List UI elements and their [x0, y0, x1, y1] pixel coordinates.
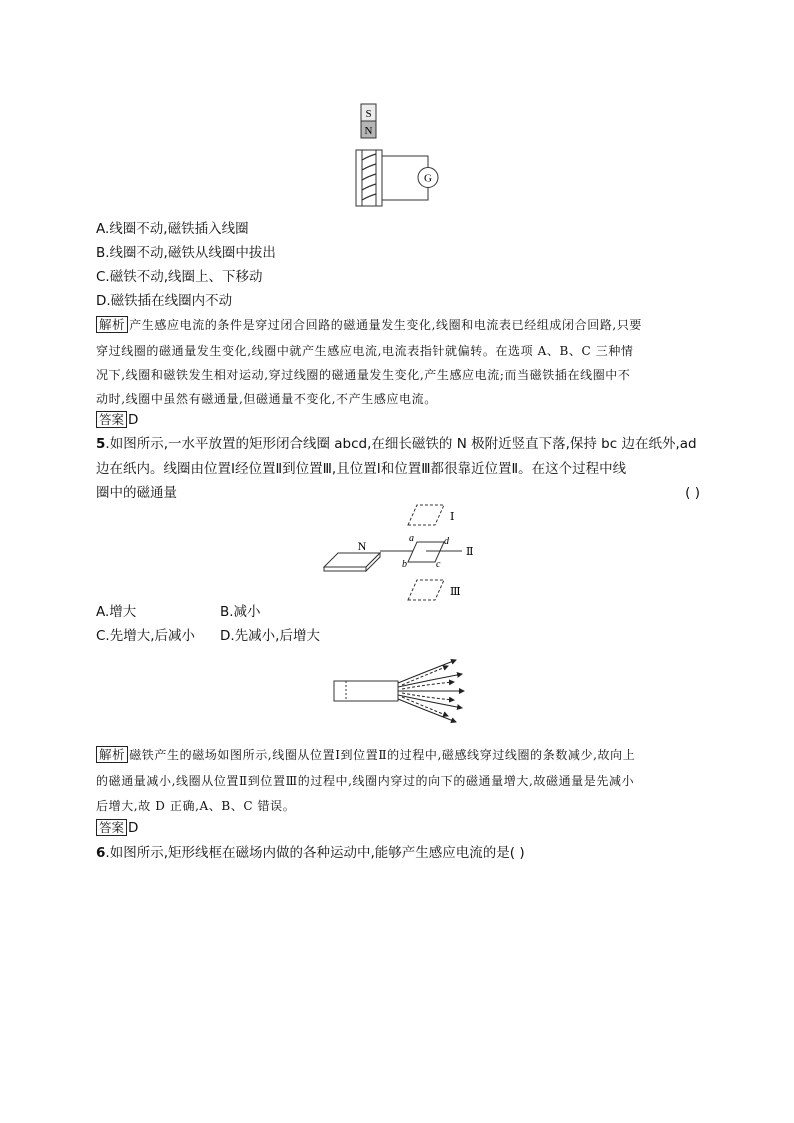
corner-c-label: c — [436, 559, 441, 570]
q5-analysis-line-2: 的磁通量减小,线圈从位置Ⅱ到位置Ⅲ的过程中,线圈内穿过的向下的磁通量增大,故磁通量是先减小 — [96, 774, 635, 788]
corner-d-label: d — [444, 536, 449, 547]
magnet-n-label: N — [357, 539, 367, 553]
q6-number: 6 — [96, 845, 106, 861]
q4-option-d: D.磁铁插在线圈内不动 — [96, 293, 233, 309]
q5-option-d: D.先减小,后增大 — [220, 628, 320, 644]
q4-analysis-tag: 解析 — [96, 316, 128, 333]
corner-a-label: a — [409, 533, 414, 544]
magnetic-field-figure — [330, 656, 470, 728]
q4-analysis-line-2: 穿过线圈的磁通量发生变化,线圈中就产生感应电流,电流表指针就偏转。在选项 A、B、C 三种情 — [96, 344, 634, 358]
q5-figure — [322, 500, 492, 604]
q5-option-a: A.增大 — [96, 604, 137, 620]
magnet-s-label: S — [365, 108, 372, 120]
q5-answer-paren: ( ) — [685, 485, 700, 501]
position-2-label: Ⅱ — [466, 546, 474, 558]
corner-b-label: b — [402, 559, 407, 570]
q5-stem-text-3: 圈中的磁通量 — [96, 485, 177, 501]
q5-stem-line-2: 边在纸内。线圈由位置Ⅰ经位置Ⅱ到位置Ⅲ,且位置Ⅰ和位置Ⅲ都很靠近位置Ⅱ。在这个过程中线 — [96, 461, 627, 477]
q5-answer — [96, 818, 138, 838]
q5-analysis-line-1 — [96, 746, 635, 763]
galvanometer-label: G — [424, 172, 432, 185]
magnet-n-label: N — [364, 125, 373, 137]
q5-analysis-tag: 解析 — [96, 746, 128, 763]
q5-option-c: C.先增大,后减小 — [96, 628, 196, 644]
q4-analysis-text: 产生感应电流的条件是穿过闭合回路的磁通量发生变化,线圈和电流表已经组成闭合回路,只要 — [129, 318, 643, 332]
position-3-label: Ⅲ — [450, 586, 461, 598]
position-1-label: Ⅰ — [450, 511, 455, 523]
q4-analysis-line-4: 动时,线圈中虽然有磁通量,但磁通量不变化,不产生感应电流。 — [96, 392, 437, 406]
q4-answer-value: D — [128, 412, 139, 428]
q4-analysis-line-3: 况下,线圈和磁铁发生相对运动,穿过线圈的磁通量发生变化,产生感应电流;而当磁铁插在线圈中不 — [96, 368, 631, 382]
q4-option-b: B.线圈不动,磁铁从线圈中拔出 — [96, 245, 276, 261]
q5-analysis-line-3: 后增大,故 D 正确,A、B、C 错误。 — [96, 799, 296, 813]
q4-analysis-line-1 — [96, 316, 642, 333]
q4-answer — [96, 410, 138, 430]
q5-answer-value: D — [128, 820, 139, 836]
q5-answer-tag: 答案 — [96, 819, 127, 836]
q4-option-a: A.线圈不动,磁铁插入线圈 — [96, 221, 249, 237]
q5-analysis-text: 磁铁产生的磁场如图所示,线圈从位置Ⅰ到位置Ⅱ的过程中,磁感线穿过线圈的条数减少,故向上 — [129, 748, 636, 762]
q6-stem-text: .如图所示,矩形线框在磁场内做的各种运动中,能够产生感应电流的是( ) — [105, 845, 525, 861]
q4-option-c: C.磁铁不动,线圈上、下移动 — [96, 269, 263, 285]
q6-stem — [96, 843, 525, 863]
q5-number: 5 — [96, 436, 106, 452]
q5-stem-text-1: .如图所示,一水平放置的矩形闭合线圈 abcd,在细长磁铁的 N 极附近竖直下落,保持 bc 边在纸外,ad — [105, 436, 697, 452]
q5-stem-line-1 — [96, 434, 697, 454]
q5-option-b: B.减小 — [220, 604, 261, 620]
q4-answer-tag: 答案 — [96, 411, 127, 428]
q4-figure — [340, 104, 450, 210]
